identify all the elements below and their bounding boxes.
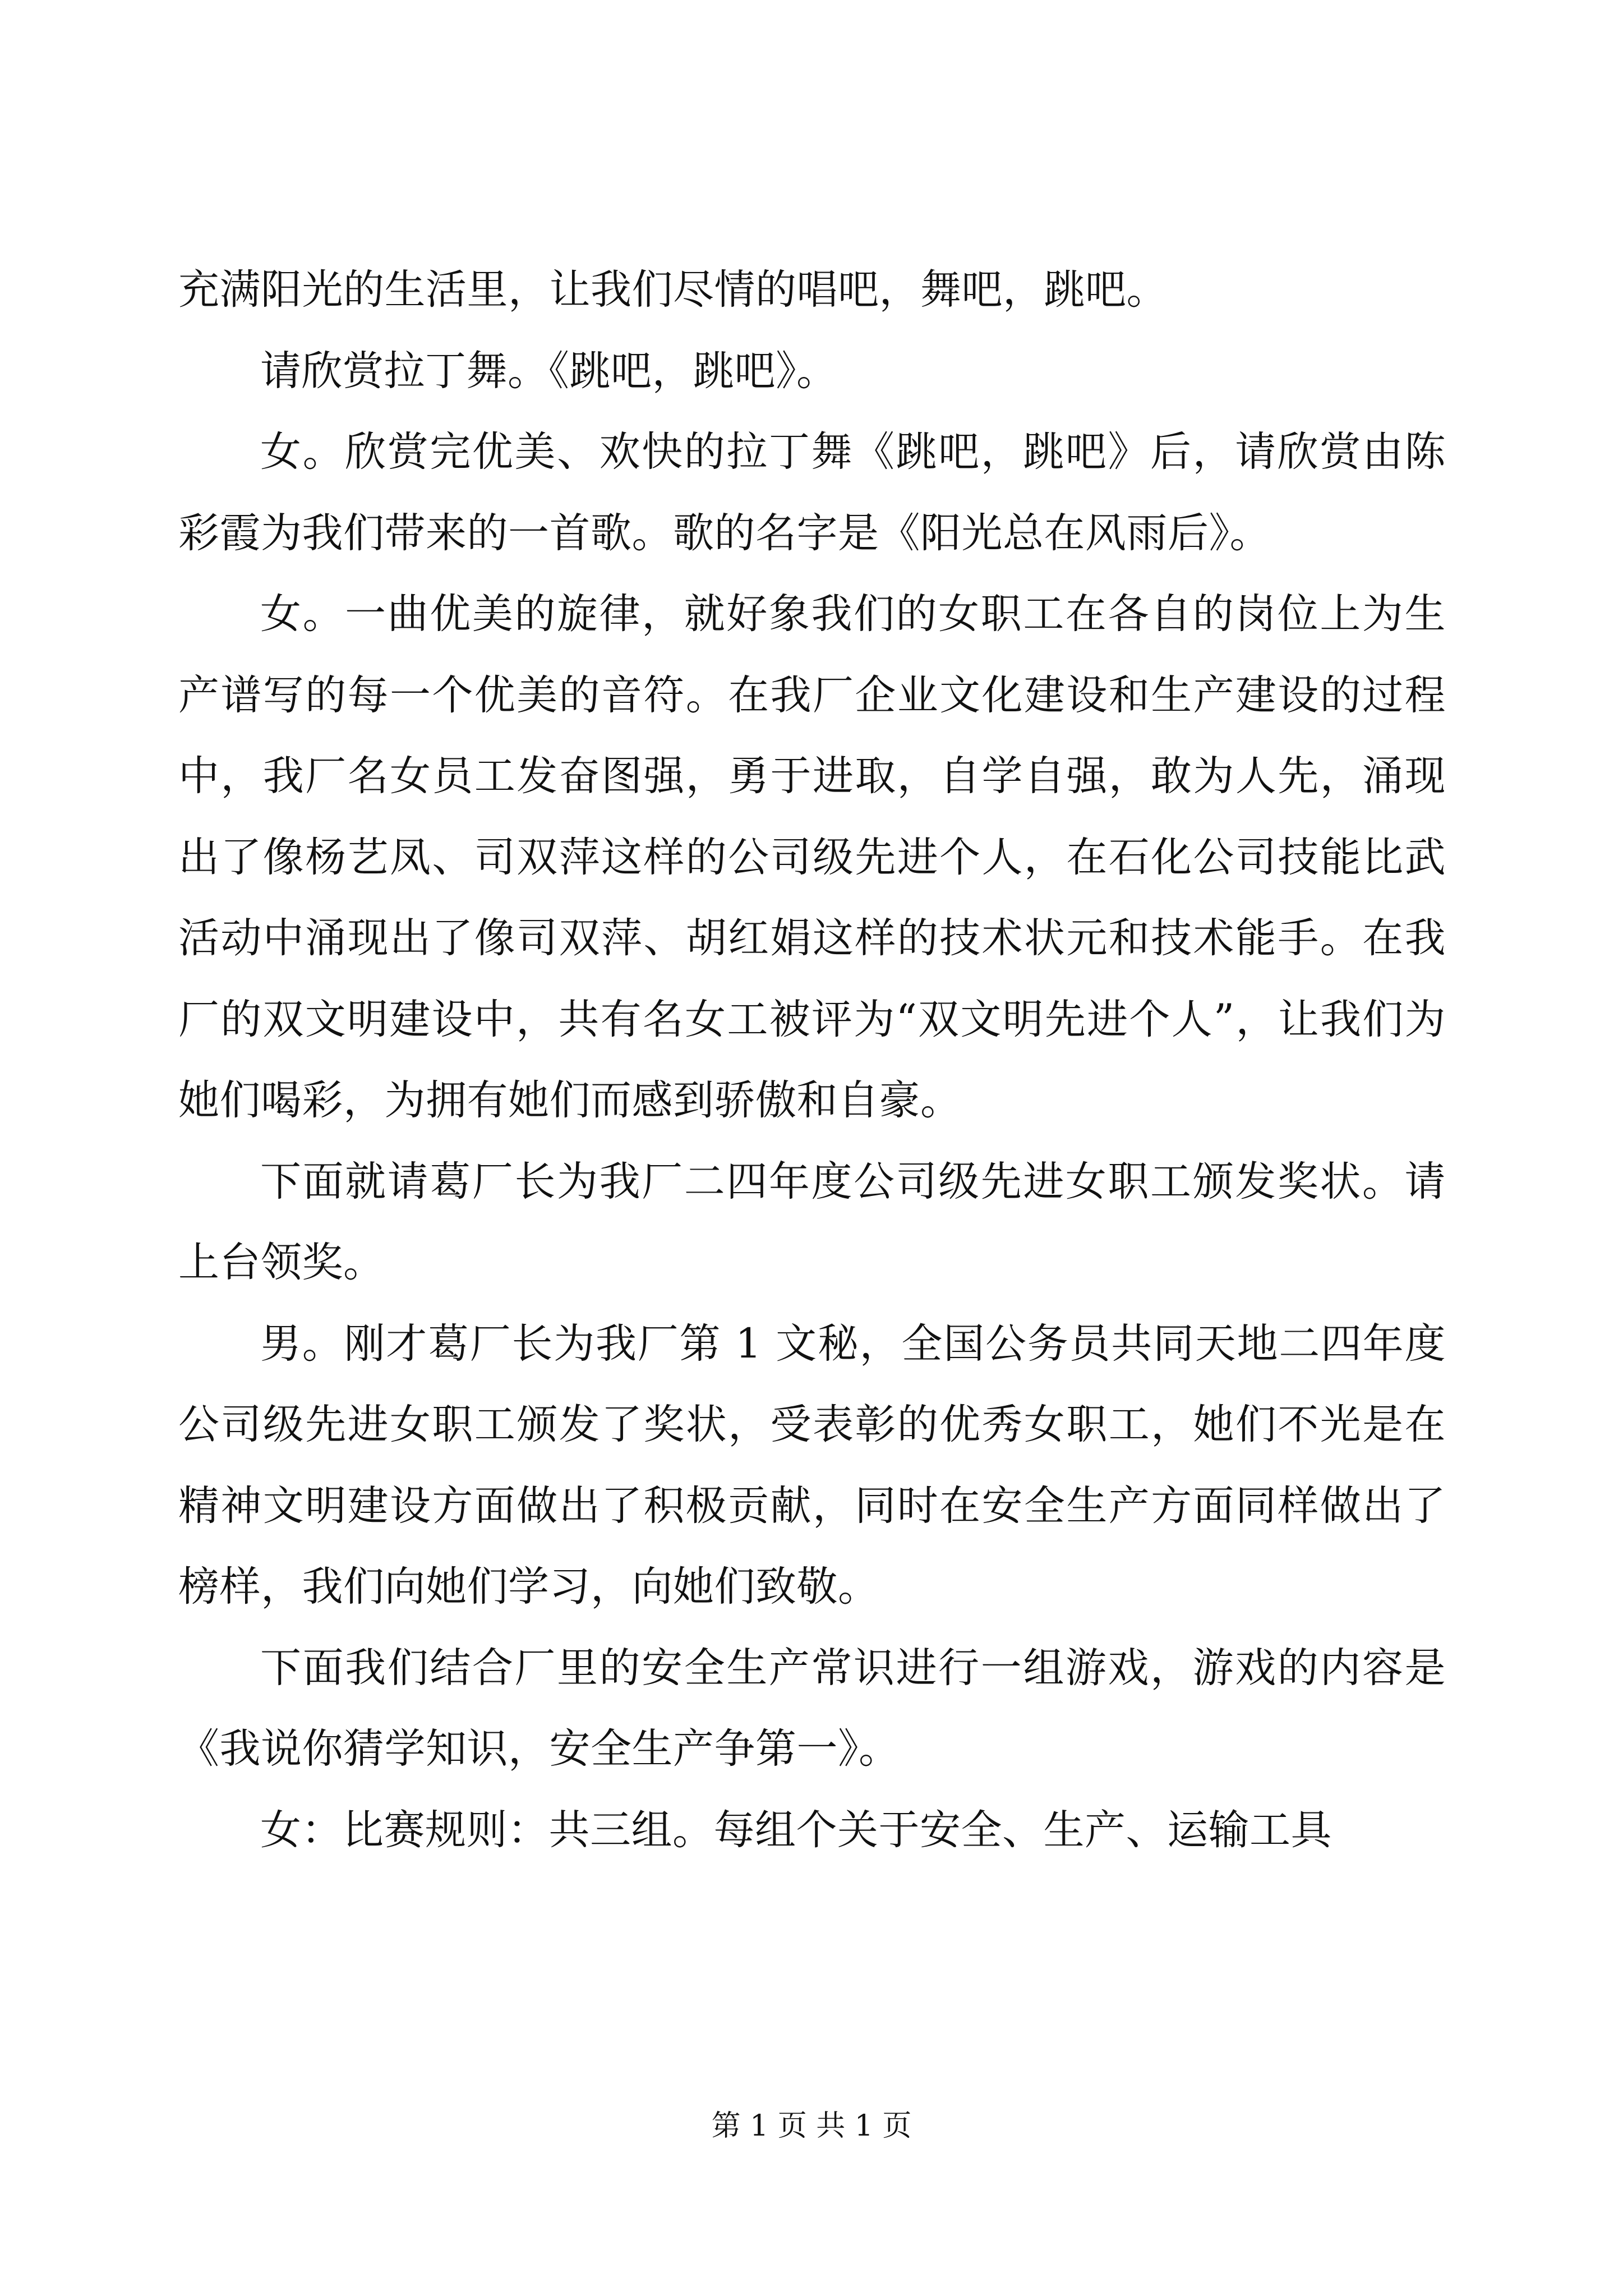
document-body	[178, 250, 1446, 1871]
page-number: 第 1 页 共 1 页	[711, 2109, 912, 2143]
page-footer	[0, 2106, 1623, 2146]
paragraph: 男。刚才葛厂长为我厂第 1 文秘，全国公务员共同天地二四年度公司级先进女职工颁发了奖状，受表彰的优秀女职工，她们不光是在精神文明建设方面做出了积极贡献，同时在安全生产方面同样做出了榜样，我们向她们学习，向她们致敬。	[178, 1319, 1446, 1611]
paragraph: 请欣赏拉丁舞。《跳吧，跳吧》。	[260, 347, 838, 395]
paragraph: 下面就请葛厂长为我厂二四年度公司级先进女职工颁发奖状。请上台领奖。	[178, 1157, 1446, 1286]
paragraph: 女。欣赏完优美、欢快的拉丁舞《跳吧，跳吧》后，请欣赏由陈彩霞为我们带来的一首歌。歌的名字是《阳光总在风雨后》。	[178, 428, 1446, 557]
paragraph: 充满阳光的生活里，让我们尽情的唱吧，舞吧，跳吧。	[178, 266, 1168, 314]
paragraph: 下面我们结合厂里的安全生产常识进行一组游戏，游戏的内容是《我说你猜学知识，安全生产争第一》。	[178, 1644, 1446, 1773]
paragraph: 女：比赛规则：共三组。每组个关于安全、生产、运输工具	[260, 1806, 1332, 1854]
paragraph: 女。一曲优美的旋律，就好象我们的女职工在各自的岗位上为生产谱写的每一个优美的音符。在我厂企业文化建设和生产建设的过程中，我厂名女员工发奋图强，勇于进取，自学自强，敢为人先，涌现出了像杨艺凤、司双萍这样的公司级先进个人，在石化公司技能比武活动中涌现出了像司双萍、胡红娟这样的技术状元和技术能手。在我厂的双文明建设中，共有名女工被评为“双文明先进个人”，让我们为她们喝彩，为拥有她们而感到骄傲和自豪。	[178, 590, 1446, 1124]
